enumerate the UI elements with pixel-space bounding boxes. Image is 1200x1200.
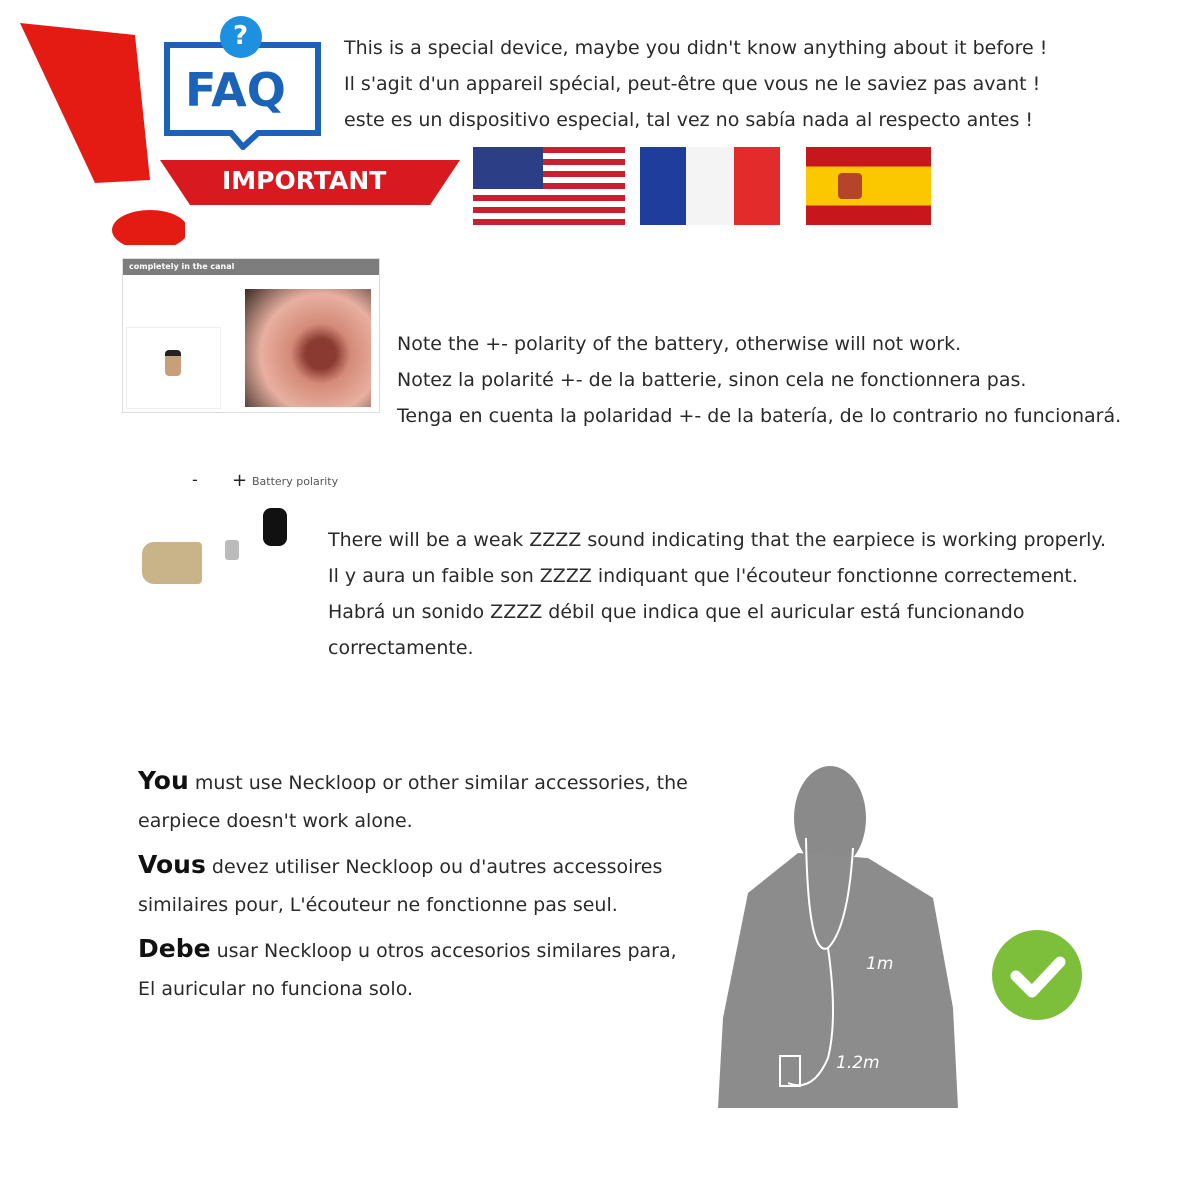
length-1-2m: 1.2m [836, 1053, 880, 1073]
sound-line-es: Habrá un sonido ZZZZ débil que indica que el auricular está funcionando [328, 601, 1025, 623]
plus-label: + [232, 470, 248, 491]
lead-you: You [138, 766, 189, 795]
sound-line-en: There will be a weak ZZZZ sound indicating that the earpiece is working properly. [328, 529, 1106, 551]
sound-line-fr: Il y aura un faible son ZZZZ indiquant que l'écouteur fonctionne correctement. [328, 565, 1078, 587]
checkmark-icon [992, 930, 1082, 1020]
earpiece-battery-diagram [130, 470, 350, 600]
intro-line-en: This is a special device, maybe you didn't know anything about it before ! [344, 37, 1048, 59]
lead-vous: Vous [138, 850, 206, 879]
person-neckloop-illustration [718, 758, 963, 1108]
france-flag-icon [640, 147, 780, 225]
intro-line-fr: Il s'agit d'un appareil spécial, peut-être que vous ne le saviez pas avant ! [344, 73, 1041, 95]
neckloop-es-2: El auricular no funciona solo. [138, 978, 414, 1000]
question-mark: ? [233, 21, 249, 51]
us-flag-icon [473, 147, 625, 225]
battery-label: Battery polarity [252, 475, 339, 488]
faq-badge [163, 15, 323, 150]
neckloop-en-1: must use Neckloop or other similar accessories, the [188, 772, 688, 794]
faq-label: FAQ [185, 63, 286, 117]
neckloop-fr-2: similaires pour, L'écouteur ne fonctionne pas seul. [138, 894, 618, 916]
important-banner [160, 155, 460, 210]
earpiece-in-ear-photo [122, 258, 380, 413]
polarity-line-fr: Notez la polarité +- de la batterie, sinon cela ne fonctionnera pas. [397, 369, 1027, 391]
neckloop-fr-1: devez utiliser Neckloop ou d'autres accessoires [205, 856, 663, 878]
polarity-line-en: Note the +- polarity of the battery, otherwise will not work. [397, 333, 962, 355]
neckloop-en-2: earpiece doesn't work alone. [138, 810, 413, 832]
exclamation-icon [15, 15, 185, 245]
intro-line-es: este es un dispositivo especial, tal vez no sabía nada al respecto antes ! [344, 109, 1034, 131]
sound-line-es-cont: correctamente. [328, 637, 474, 659]
neckloop-es-1: usar Neckloop u otros accesorios similares para, [210, 940, 677, 962]
spain-flag-icon [806, 147, 931, 225]
polarity-line-es: Tenga en cuenta la polaridad +- de la batería, de lo contrario no funcionará. [397, 405, 1122, 427]
important-label: IMPORTANT [222, 166, 387, 195]
lead-debe: Debe [138, 934, 211, 963]
length-1m: 1m [866, 954, 894, 974]
minus-label: - [192, 470, 198, 489]
photo-caption: completely in the canal [123, 259, 379, 275]
